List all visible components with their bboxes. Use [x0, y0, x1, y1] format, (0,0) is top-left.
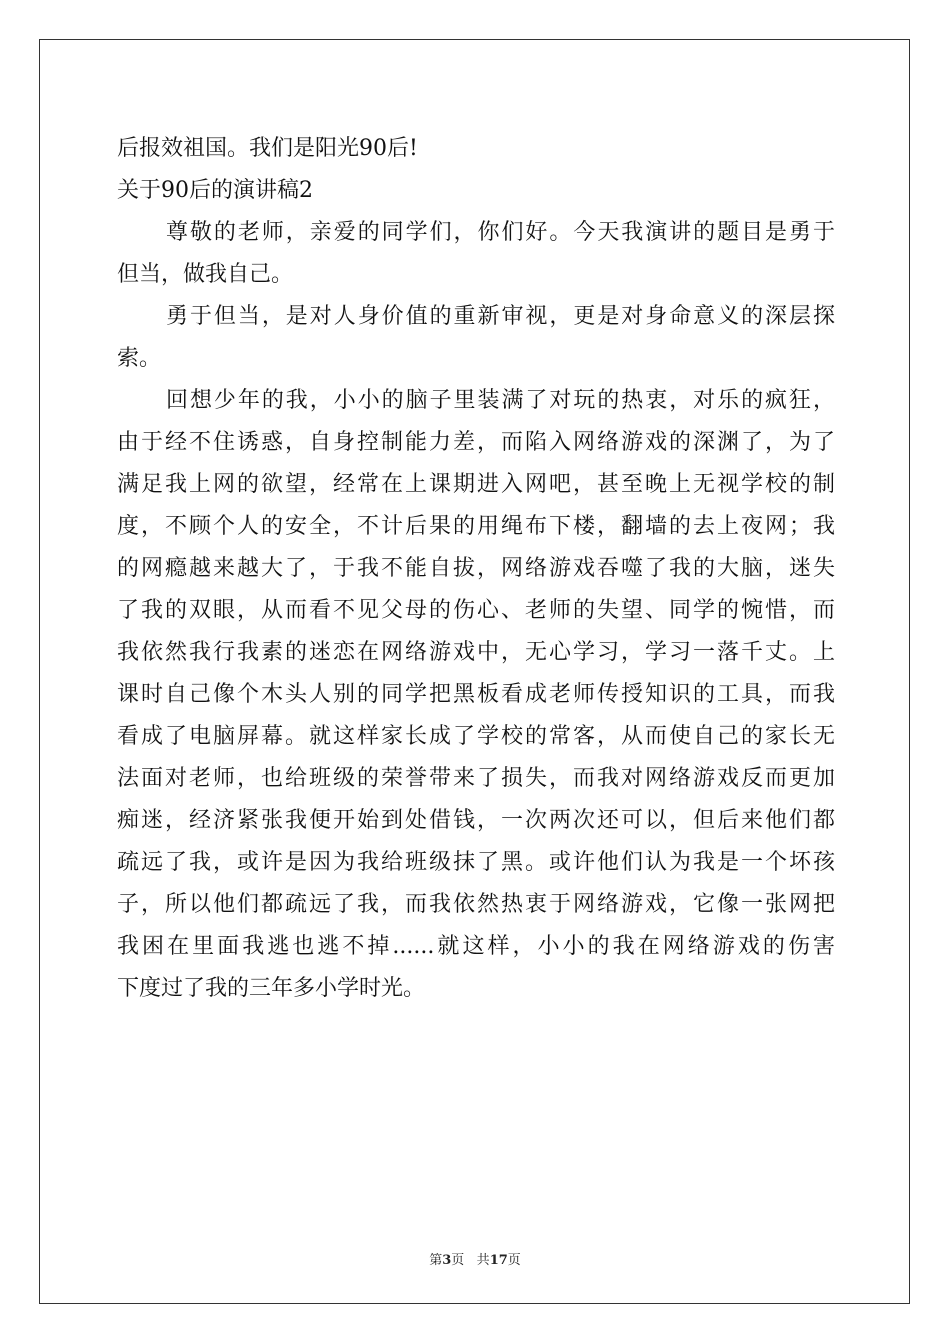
text-line-8: 由于经不住诱惑，自身控制能力差，而陷入网络游戏的深渊了，为了: [117, 430, 835, 455]
text-line-1: 后报效祖国。我们是阳光90后!: [117, 136, 418, 161]
text-line-21: 下度过了我的三年多小学时光。: [117, 976, 426, 1001]
text-line-19: 子，所以他们都疏远了我，而我依然热衷于网络游戏，它像一张网把: [117, 892, 835, 917]
page-number: 3: [442, 1253, 452, 1268]
section-heading: 关于90后的演讲稿2: [117, 178, 313, 203]
text-line-7: 回想少年的我，小小的脑子里装满了对玩的热衷，对乐的疯狂，: [166, 388, 835, 413]
text-line-20: 我困在里面我逃也逃不掉......就这样，小小的我在网络游戏的伤害: [117, 934, 835, 959]
text-line-17: 痴迷，经济紧张我便开始到处借钱，一次两次还可以，但后来他们都: [117, 808, 835, 833]
total-prefix: 共: [476, 1253, 490, 1268]
text-line-3: 尊敬的老师，亲爱的同学们，你们好。今天我演讲的题目是勇于: [166, 220, 835, 245]
text-line-9: 满足我上网的欲望，经常在上课期进入网吧，甚至晚上无视学校的制: [117, 472, 835, 497]
text-line-11: 的网瘾越来越大了，于我不能自拔，网络游戏吞噬了我的大脑，迷失: [117, 556, 835, 581]
text-line-5: 勇于但当，是对人身价值的重新审视，更是对身命意义的深层探: [166, 304, 835, 329]
text-line-10: 度，不顾个人的安全，不计后果的用绳布下楼，翻墙的去上夜网；我: [117, 514, 835, 539]
page-suffix: 页: [451, 1253, 465, 1268]
text-line-12: 了我的双眼，从而看不见父母的伤心、老师的失望、同学的惋惜，而: [117, 598, 835, 623]
page-footer: [0, 1249, 950, 1268]
page-prefix: 第: [429, 1253, 443, 1268]
text-line-16: 法面对老师，也给班级的荣誉带来了损失，而我对网络游戏反而更加: [117, 766, 835, 791]
text-line-4: 但当，做我自己。: [117, 262, 294, 287]
text-line-18: 疏远了我，或许是因为我给班级抹了黑。或许他们认为我是一个坏孩: [117, 850, 835, 875]
text-line-14: 课时自己像个木头人别的同学把黑板看成老师传授知识的工具，而我: [117, 682, 835, 707]
text-line-13: 我依然我行我素的迷恋在网络游戏中，无心学习，学习一落千丈。上: [117, 640, 835, 665]
text-line-15: 看成了电脑屏幕。就这样家长成了学校的常客，从而使自己的家长无: [117, 724, 835, 749]
total-pages: 17: [489, 1253, 508, 1268]
document-body: [117, 128, 835, 1010]
total-suffix: 页: [507, 1253, 521, 1268]
text-line-6: 索。: [117, 346, 162, 371]
